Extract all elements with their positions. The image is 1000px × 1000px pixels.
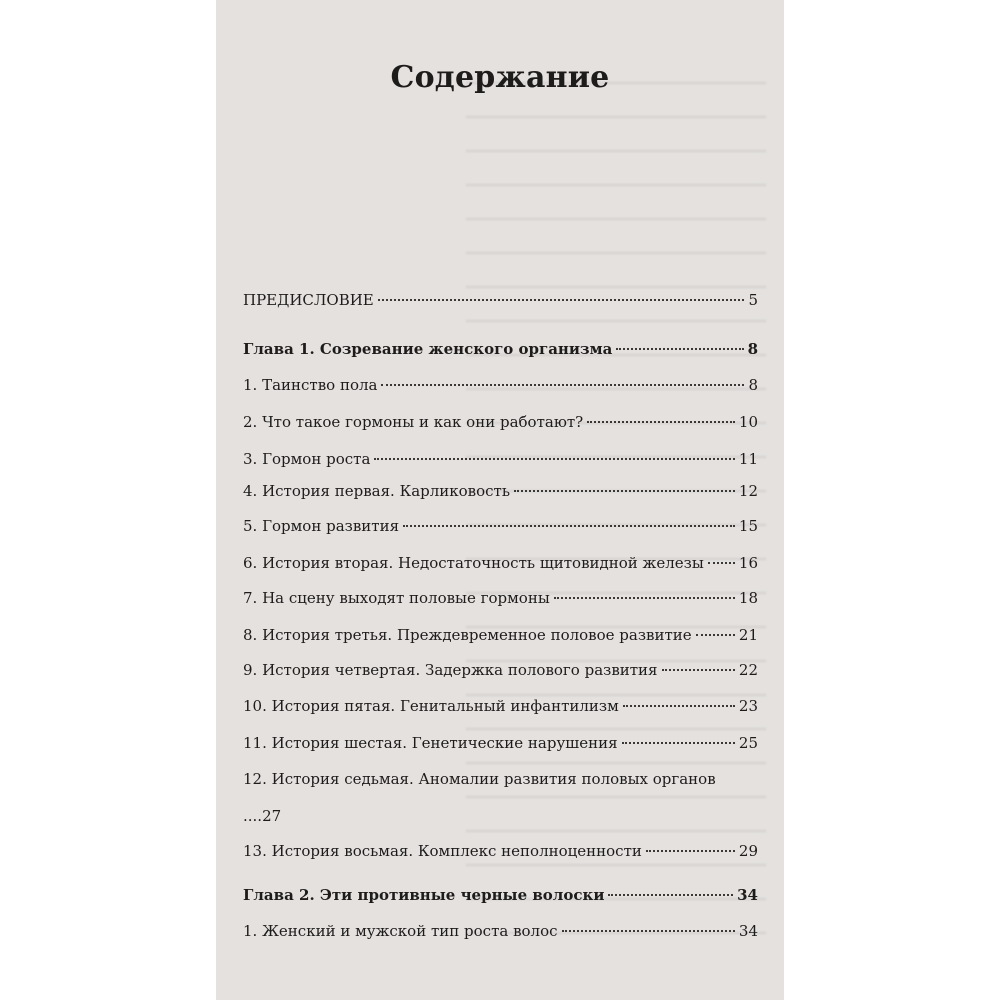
toc-entry: [243, 553, 758, 573]
toc-entry-text: Глава 2. Эти противные черные волоски: [243, 886, 605, 904]
toc-entry-chapter-1: [243, 339, 758, 359]
toc-entry-text: 13. История восьмая. Комплекс неполноценности: [243, 842, 642, 860]
toc-entry-text: 6. История вторая. Недостаточность щитовидной железы: [243, 554, 704, 572]
dot-leader: [562, 930, 735, 932]
toc-entry-page: 22: [738, 661, 758, 679]
dot-leader: [622, 742, 735, 744]
dot-leader: [708, 562, 735, 564]
toc-entry-text: 2. Что такое гормоны и как они работают?: [243, 413, 584, 431]
dot-leader: [554, 597, 735, 599]
toc-entry: [243, 733, 758, 753]
page-title: Содержание: [390, 60, 610, 95]
toc-entry: [243, 449, 758, 469]
dot-leader: [587, 421, 735, 423]
toc-entry-page: 11: [738, 450, 758, 468]
toc-entry-text: 4. История первая. Карликовость: [243, 482, 511, 500]
toc-entry-page: 18: [738, 589, 758, 607]
wrapped-page-number-line: [243, 806, 281, 826]
toc-entry-chapter-2: [243, 885, 758, 905]
book-page: [216, 0, 784, 1000]
dot-leader: [378, 299, 745, 301]
dot-leader: [696, 634, 735, 636]
toc-entry-page: 27: [262, 807, 282, 825]
dot-leader: [374, 458, 735, 460]
toc-entry-text: 7. На сцену выходят половые гормоны: [243, 589, 550, 607]
toc-entry-text: 1. Таинство пола: [243, 376, 378, 394]
toc-entry-text: 3. Гормон роста: [243, 450, 371, 468]
toc-entry-text: 11. История шестая. Генетические нарушения: [243, 734, 618, 752]
dot-leader: [403, 525, 735, 527]
toc-entry-wrapped: [243, 769, 758, 789]
dot-leader: [608, 894, 733, 896]
toc-entry-page: 15: [738, 517, 758, 535]
dot-leader: [381, 384, 744, 386]
toc-entry-text: 10. История пятая. Генитальный инфантилизм: [243, 697, 619, 715]
toc-entry-page: 5: [748, 291, 758, 309]
toc-entry: [243, 588, 758, 608]
dot-leader: [662, 669, 735, 671]
dot-leader: [616, 348, 743, 350]
toc-entry-page: 10: [738, 413, 758, 431]
toc-entry-text: 5. Гормон развития: [243, 517, 400, 535]
toc-entry: [243, 375, 758, 395]
toc-entry-page: 34: [738, 922, 758, 940]
dot-leader-text: ....: [243, 807, 263, 825]
toc-entry-page: 23: [738, 697, 758, 715]
dot-leader: [646, 850, 735, 852]
toc-entry-text: 8. История третья. Преждевременное половое развитие: [243, 626, 692, 644]
toc-entry: [243, 625, 758, 645]
toc-entry: [243, 921, 758, 941]
toc-entry: [243, 481, 758, 501]
toc-entry-text: ПРЕДИСЛОВИЕ: [243, 291, 374, 309]
toc-entry-page: 12: [738, 482, 758, 500]
toc-entry-page: 21: [738, 626, 758, 644]
toc-entry-text: 1. Женский и мужской тип роста волос: [243, 922, 558, 940]
toc-entry: [243, 660, 758, 680]
toc-entry: [243, 841, 758, 861]
toc-entry-page: 8: [747, 340, 758, 358]
toc-entry: [243, 696, 758, 716]
toc-entry-text: 9. История четвертая. Задержка полового развития: [243, 661, 658, 679]
toc-entry-page: 25: [738, 734, 758, 752]
toc-entry-text: Глава 1. Созревание женского организма: [243, 340, 613, 358]
toc-entry-page: 16: [738, 554, 758, 572]
dot-leader: [623, 705, 735, 707]
toc-entry-page: 34: [737, 886, 758, 904]
toc-entry-preface: [243, 290, 758, 310]
toc-entry-text: 12. История седьмая. Аномалии развития половых органов: [243, 770, 716, 788]
toc-entry-page: 8: [748, 376, 758, 394]
toc-entry: [243, 516, 758, 536]
toc-entry: [243, 412, 758, 432]
dot-leader: [514, 490, 735, 492]
toc-entry-page: 29: [738, 842, 758, 860]
